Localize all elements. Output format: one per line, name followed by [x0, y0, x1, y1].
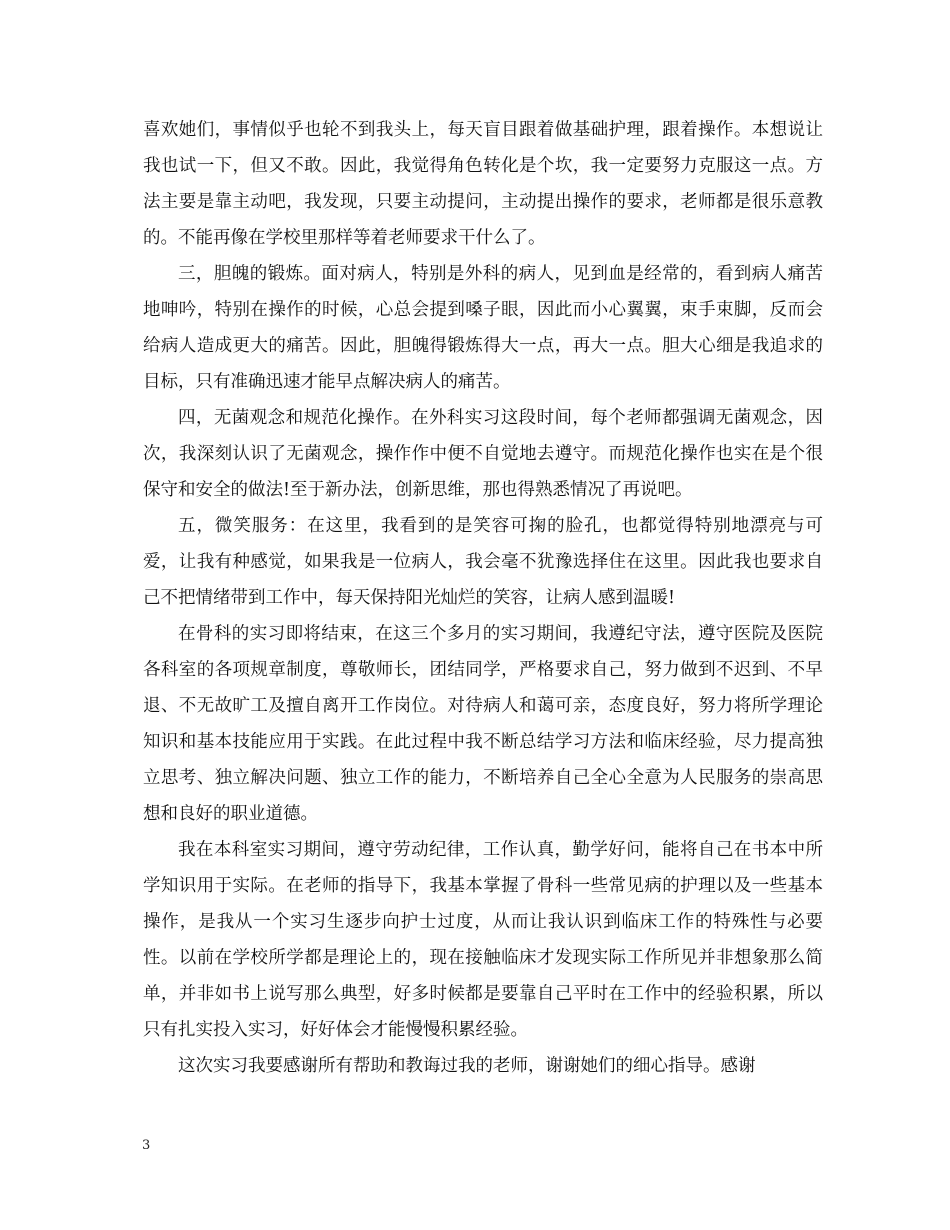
- paragraph-continuation: 喜欢她们，事情似乎也轮不到我头上，每天盲目跟着做基础护理，跟着操作。本想说让我也试一下，但又不敢。因此，我觉得角色转化是个坎，我一定要努力克服这一点。方法主要是靠主动吧，我发现，只要主动提问，主动提出操作的要求，老师都是很乐意教的。不能再像在学校里那样等着老师要求干什么了。: [143, 120, 823, 248]
- paragraph-aseptic-concept: 四，无菌观念和规范化操作。在外科实习这段时间，每个老师都强调无菌观念，因次，我深刻认识了无菌观念，操作作中便不自觉地去遵守。而规范化操作也实在是个很保守和安全的做法!至于新办法，创新思维，那也得熟悉情况了再说吧。: [143, 408, 823, 500]
- paragraph-smile-service: 五，微笑服务：在这里，我看到的是笑容可掬的脸孔，也都觉得特别地漂亮与可爱，让我有种感觉，如果我是一位病人，我会毫不犹豫选择住在这里。因此我也要求自己不把情绪带到工作中，每天保持阳光灿烂的笑容，让病人感到温暖!: [143, 516, 823, 608]
- paragraph-department-internship: 我在本科室实习期间，遵守劳动纪律，工作认真，勤学好问，能将自己在书本中所学知识用于实际。在老师的指导下，我基本掌握了骨科一些常见病的护理以及一些基本操作，是我从一个实习生逐步向护士过度，从而让我认识到临床工作的特殊性与必要性。以前在学校所学都是理论上的，现在接触临床才发现实际工作所见并非想象那么简单，并非如书上说写那么典型，好多时候都是要靠自己平时在工作中的经验积累，所以只有扎实投入实习，好好体会才能慢慢积累经验。: [143, 840, 823, 1040]
- paragraph-orthopedics-summary: 在骨科的实习即将结束，在这三个多月的实习期间，我遵纪守法，遵守医院及医院各科室的各项规章制度，尊敬师长，团结同学，严格要求自己，努力做到不迟到、不早退、不无故旷工及擅自离开工作岗位。对待病人和蔼可亲，态度良好，努力将所学理论知识和基本技能应用于实践。在此过程中我不断总结学习方法和临床经验，尽力提高独立思考、独立解决问题、独立工作的能力，不断培养自己全心全意为人民服务的崇高思想和良好的职业道德。: [143, 624, 823, 824]
- paragraph-courage-training: 三，胆魄的锻炼。面对病人，特别是外科的病人，见到血是经常的，看到病人痛苦地呻吟，特别在操作的时候，心总会提到嗓子眼，因此而小心翼翼，束手束脚，反而会给病人造成更大的痛苦。因此，胆魄得锻炼得大一点，再大一点。胆大心细是我追求的目标，只有准确迅速才能早点解决病人的痛苦。: [143, 264, 823, 392]
- page-number: 3: [142, 1138, 151, 1153]
- paragraph-thanks: 这次实习我要感谢所有帮助和教诲过我的老师，谢谢她们的细心指导。感谢: [178, 1056, 756, 1076]
- document-body: [143, 112, 823, 1084]
